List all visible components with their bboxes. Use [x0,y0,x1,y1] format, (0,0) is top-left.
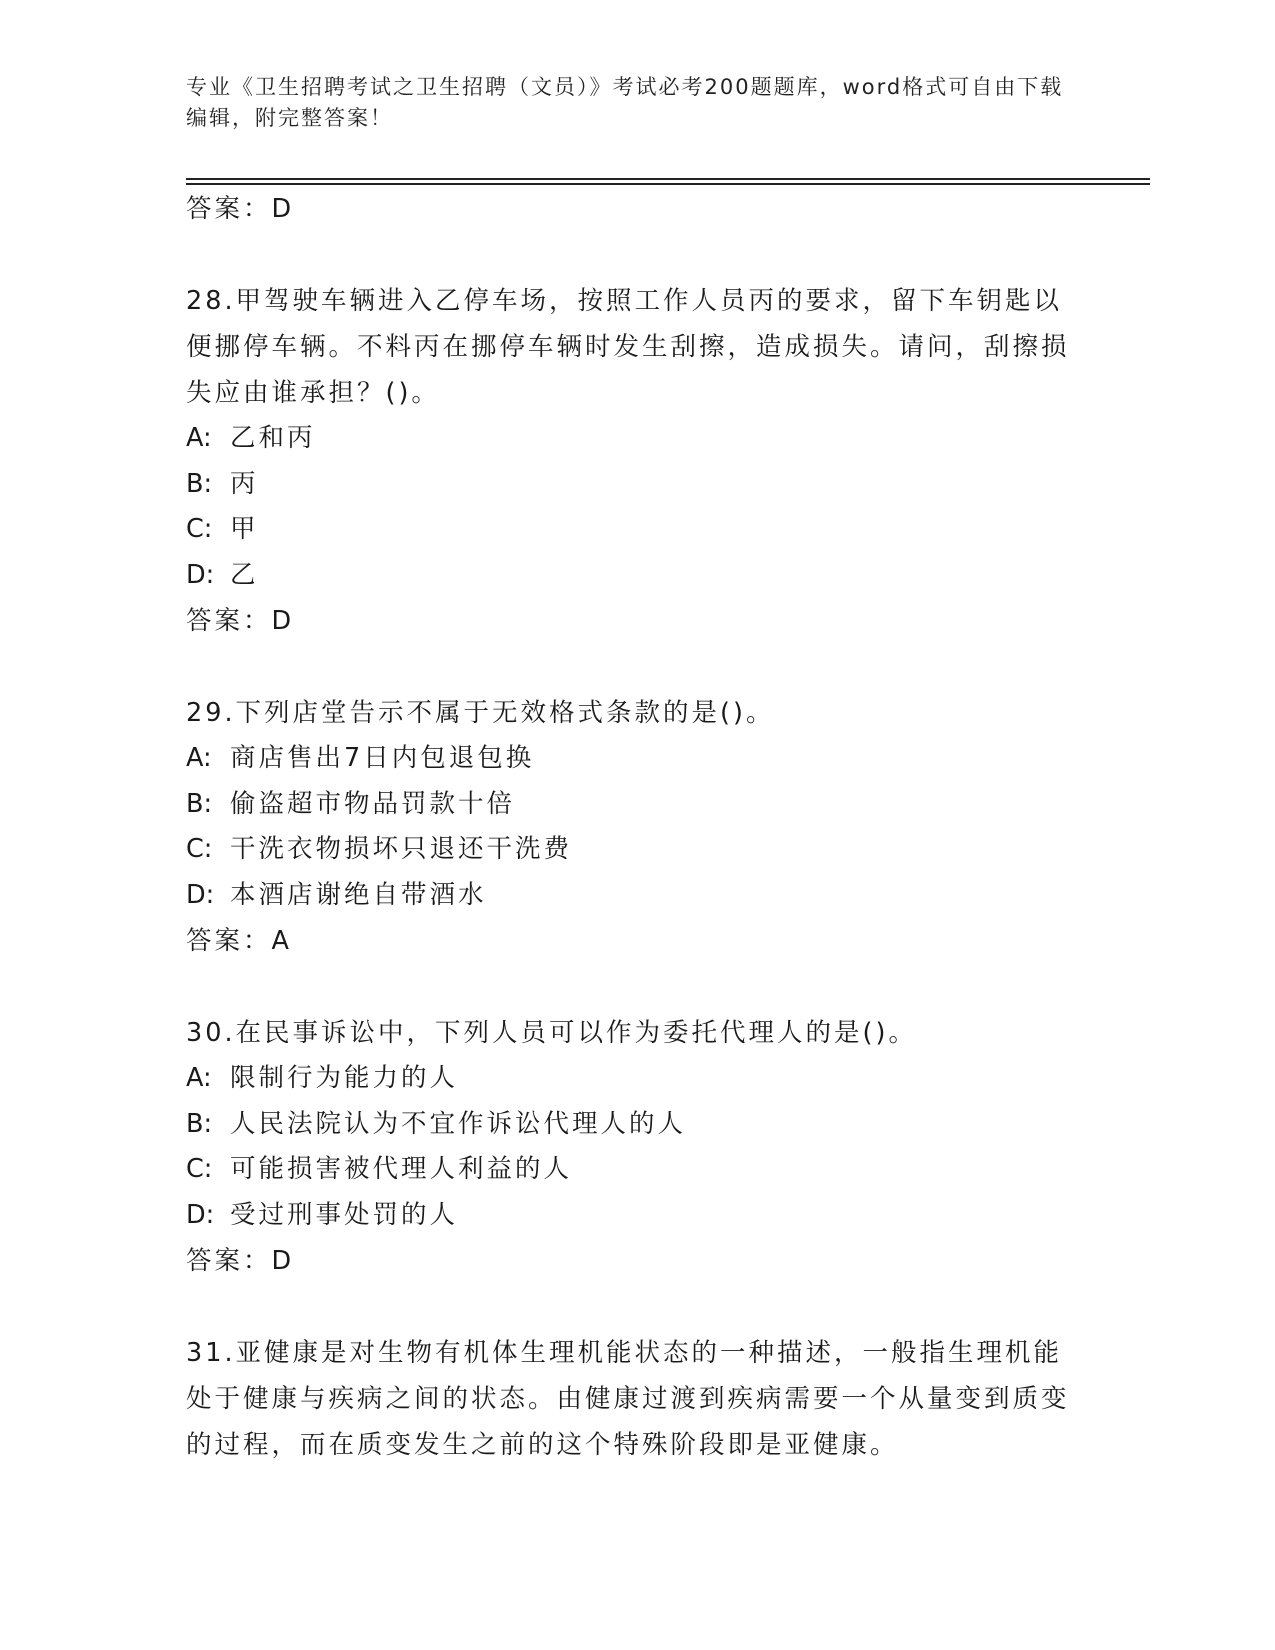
question-stem: 30.在民事诉讼中，下列人员可以作为委托代理人的是()。 [186,1018,917,1048]
option-c [186,827,1086,873]
option-b [186,782,1086,828]
option-letter: D: [186,559,215,590]
option-letter: B: [186,788,213,819]
option-text: 干洗衣物损坏只退还干洗费 [230,834,573,864]
question-stem: 31.亚健康是对生物有机体生理机能状态的一种描述，一般指生理机能处于健康与疾病之间的状态。由健康过渡到疾病需要一个从量变到质变的过程，而在质变发生之前的这个特殊阶段即是亚健康。 [186,1338,1070,1460]
option-text: 人民法院认为不宜作诉讼代理人的人 [230,1108,687,1139]
previous-answer: 答案：D [186,194,295,224]
question-stem: 28.甲驾驶车辆进入乙停车场，按照工作人员丙的要求，留下车钥匙以便挪停车辆。不料丙在挪停车辆时发生刮擦，造成损失。请问，刮擦损失应由谁承担？()。 [186,286,1070,408]
option-text: 甲 [230,514,259,544]
option-letter: A: [186,423,212,453]
option-letter: B: [186,468,213,499]
question-28 [186,278,1086,644]
option-a [186,416,1086,462]
option-c [186,1147,1086,1193]
question-stem: 29.下列店堂告示不属于无效格式条款的是()。 [186,698,775,728]
question-content [186,186,1086,1468]
option-c [186,507,1086,553]
option-text: 偷盗超市物品罚款十倍 [230,788,516,819]
option-d [186,553,1086,599]
option-text: 乙和丙 [230,423,316,453]
option-text: 受过刑事处罚的人 [230,1199,459,1230]
option-d [186,1193,1086,1239]
option-a [186,1056,1086,1102]
option-letter: A: [186,743,212,773]
option-letter: C: [186,834,213,864]
question-29 [186,690,1086,964]
header-rule-bottom [186,183,1150,185]
option-text: 可能损害被代理人利益的人 [230,1154,573,1184]
option-letter: D: [186,1199,215,1230]
question-31 [186,1330,1086,1468]
answer: 答案：D [186,1246,295,1276]
option-letter: D: [186,879,215,910]
option-letter: B: [186,1108,213,1139]
option-text: 本酒店谢绝自带酒水 [230,879,487,910]
option-text: 丙 [230,468,259,499]
option-letter: A: [186,1063,212,1093]
option-b [186,462,1086,508]
question-30 [186,1010,1086,1284]
option-b [186,1102,1086,1148]
header-rule-top [186,178,1150,180]
answer: 答案：A [186,926,292,956]
document-header: 专业《卫生招聘考试之卫生招聘（文员）》考试必考200题题库，word格式可自由下载编辑，附完整答案！ [186,75,1064,130]
option-letter: C: [186,514,213,544]
option-text: 限制行为能力的人 [230,1063,459,1093]
option-text: 商店售出7日内包退包换 [230,743,535,773]
option-d [186,873,1086,919]
option-letter: C: [186,1154,213,1184]
answer: 答案：D [186,606,295,636]
option-a [186,736,1086,782]
option-text: 乙 [230,559,259,590]
